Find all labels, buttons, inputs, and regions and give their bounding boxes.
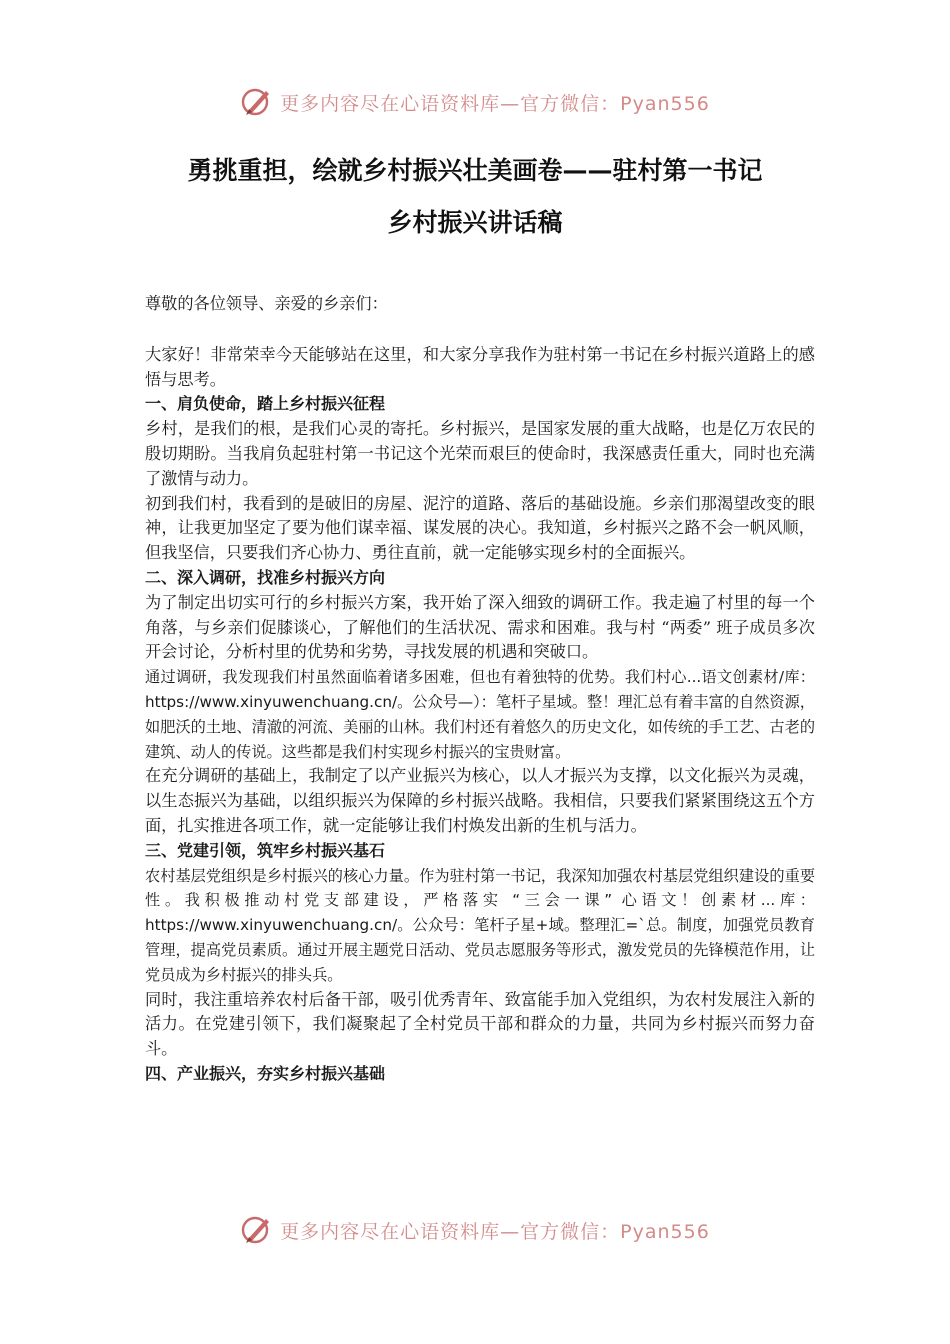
page-title-line-2: 乡村振兴讲话稿 bbox=[387, 208, 563, 237]
paragraph: 农村基层党组织是乡村振兴的核心力量。作为驻村第一书记，我深知加强农村基层党组织建设的重要性。我积极推动村党支部建设，严格落实 “三会一课” 心语文！创素材...库：https://www.xinyuwenchuang.cn/。公众号：笔杆子星+域。整理汇=`总。制度，加强党员教育管理，提高党员素质。通过开展主题党日活动、党员志愿服务等形式，激发党员的先锋模范作用，让党员成为乡村振兴的排头兵。 bbox=[145, 866, 815, 984]
paragraph: 为了制定出切实可行的乡村振兴方案，我开始了深入细致的调研工作。我走遍了村里的每一个角落，与乡亲们促膝谈心，了解他们的生活状况、需求和困难。我与村 “两委” 班子成员多次开会讨论，分析村里的优势和劣势，寻找发展的机遇和突破口。 bbox=[145, 592, 815, 662]
section-heading-1: 一、肩负使命，踏上乡村振兴征程 bbox=[145, 394, 386, 414]
banner-text: 更多内容尽在心语资料库—官方微信：Pyan556 bbox=[280, 1220, 710, 1243]
paragraph: 在充分调研的基础上，我制定了以产业振兴为核心，以人才振兴为支撑，以文化振兴为灵魂，以生态振兴为基础，以组织振兴为保障的乡村振兴战略。我相信，只要我们紧紧围绕这五个方面，扎实推进各项工作，就一定能够让我们村焕发出新的生机与活力。 bbox=[145, 766, 815, 835]
paragraph: 同时，我注重培养农村后备干部，吸引优秀青年、致富能手加入党组织，为农村发展注入新的活力。在党建引领下，我们凝聚起了全村党员干部和群众的力量，共同为乡村振兴而努力奋斗。 bbox=[145, 989, 815, 1059]
salutation: 尊敬的各位领导、亲爱的乡亲们： bbox=[145, 294, 388, 313]
section-heading-4: 四、产业振兴，夯实乡村振兴基础 bbox=[145, 1063, 386, 1083]
section-heading-3: 三、党建引领，筑牢乡村振兴基石 bbox=[145, 840, 386, 860]
paragraph: 乡村，是我们的根，是我们心灵的寄托。乡村振兴，是国家发展的重大战略，也是亿万农民的殷切期盼。当我肩负起驻村第一书记这个光荣而艰巨的使命时，我深感责任重大，同时也充满了激情与动力。 bbox=[145, 419, 815, 488]
header-banner bbox=[0, 82, 950, 122]
pen-logo-icon bbox=[240, 85, 274, 119]
page-title-line-1: 勇挑重担，绘就乡村振兴壮美画卷——驻村第一书记 bbox=[187, 156, 763, 185]
footer-banner bbox=[0, 1210, 950, 1250]
section-heading-2: 二、深入调研，找准乡村振兴方向 bbox=[145, 567, 386, 587]
paragraph: 初到我们村，我看到的是破旧的房屋、泥泞的道路、落后的基础设施。乡亲们那渴望改变的眼神，让我更加坚定了要为他们谋幸福、谋发展的决心。我知道，乡村振兴之路不会一帆风顺，但我坚信，只要我们齐心协力、勇往直前，就一定能够实现乡村的全面振兴。 bbox=[145, 493, 815, 563]
paragraph-intro: 大家好！非常荣幸今天能够站在这里，和大家分享我作为驻村第一书记在乡村振兴道路上的感悟与思考。 bbox=[145, 344, 815, 389]
banner-text: 更多内容尽在心语资料库—官方微信：Pyan556 bbox=[280, 92, 710, 115]
document-body bbox=[145, 292, 815, 1087]
paragraph: 通过调研，我发现我们村虽然面临着诸多困难，但也有着独特的优势。我们村心...语文创素材/库：https://www.xinyuwenchuang.cn/。公众号—）：笔杆子星域。整！理汇总有着丰富的自然资源，如肥沃的土地、清澈的河流、美丽的山林。我们村还有着悠久的历史文化，如传统的手工艺、古老的建筑、动人的传说。这些都是我们村实现乡村振兴的宝贵财富。 bbox=[145, 668, 815, 761]
pen-logo-icon bbox=[240, 1213, 274, 1247]
